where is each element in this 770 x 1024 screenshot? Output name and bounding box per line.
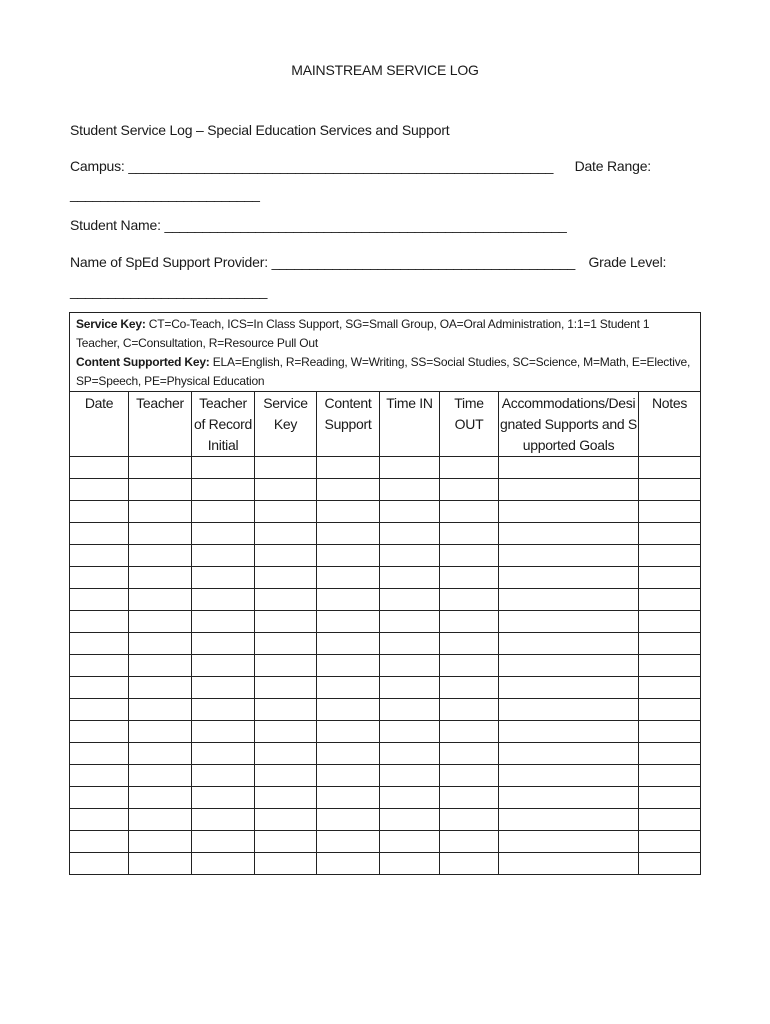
table-cell[interactable] (639, 721, 701, 743)
table-cell[interactable] (499, 743, 639, 765)
table-cell[interactable] (255, 743, 317, 765)
table-cell[interactable] (192, 611, 255, 633)
table-cell[interactable] (317, 765, 380, 787)
table-cell[interactable] (192, 655, 255, 677)
table-cell[interactable] (70, 523, 129, 545)
col-header-time-out: Time OUT (440, 392, 499, 457)
table-cell[interactable] (380, 633, 440, 655)
table-cell[interactable] (499, 611, 639, 633)
table-cell[interactable] (317, 721, 380, 743)
table-cell[interactable] (70, 567, 129, 589)
table-cell[interactable] (317, 567, 380, 589)
table-cell[interactable] (639, 655, 701, 677)
table-cell[interactable] (70, 655, 129, 677)
content-key-label: Content Supported Key: (76, 355, 210, 369)
table-cell[interactable] (255, 545, 317, 567)
table-cell[interactable] (380, 743, 440, 765)
table-cell[interactable] (129, 677, 192, 699)
student-name-line (70, 217, 567, 233)
provider-line (70, 254, 666, 270)
table-cell[interactable] (129, 765, 192, 787)
table-cell[interactable] (129, 699, 192, 721)
table-cell[interactable] (317, 501, 380, 523)
table-cell[interactable] (192, 853, 255, 875)
table-cell[interactable] (192, 743, 255, 765)
col-header-teacher: Teacher (129, 392, 192, 457)
table-cell[interactable] (499, 567, 639, 589)
table-cell[interactable] (639, 457, 701, 479)
table-cell[interactable] (70, 545, 129, 567)
table-cell[interactable] (639, 809, 701, 831)
table-cell[interactable] (639, 743, 701, 765)
table-cell[interactable] (255, 787, 317, 809)
table-row (70, 633, 701, 655)
table-cell[interactable] (380, 831, 440, 853)
table-cell[interactable] (317, 677, 380, 699)
table-cell[interactable] (499, 633, 639, 655)
student-name-label: Student Name: (70, 217, 161, 233)
table-cell[interactable] (129, 633, 192, 655)
table-cell[interactable] (380, 545, 440, 567)
service-key-label: Service Key: (76, 317, 146, 331)
table-cell[interactable] (192, 589, 255, 611)
table-cell[interactable] (639, 589, 701, 611)
table-cell[interactable] (317, 633, 380, 655)
table-cell[interactable] (255, 611, 317, 633)
table-cell[interactable] (499, 787, 639, 809)
table-row (70, 853, 701, 875)
table-cell[interactable] (129, 655, 192, 677)
table-cell[interactable] (192, 831, 255, 853)
table-cell[interactable] (317, 743, 380, 765)
table-cell[interactable] (129, 545, 192, 567)
table-cell[interactable] (440, 743, 499, 765)
content-key-text: ELA=English, R=Reading, W=Writing, SS=Social Studies, SC=Science, M=Math, E=Elective, SP=Speech, PE=Physical Education (76, 355, 691, 388)
table-cell[interactable] (255, 501, 317, 523)
table-cell[interactable] (192, 479, 255, 501)
table-cell[interactable] (639, 853, 701, 875)
table-cell[interactable] (192, 457, 255, 479)
table-cell[interactable] (639, 787, 701, 809)
table-cell[interactable] (255, 457, 317, 479)
table-cell[interactable] (639, 567, 701, 589)
table-cell[interactable] (70, 765, 129, 787)
table-cell[interactable] (440, 457, 499, 479)
table-cell[interactable] (639, 501, 701, 523)
table-cell[interactable] (317, 809, 380, 831)
table-cell[interactable] (129, 721, 192, 743)
date-range-field[interactable]: _________________________ (70, 186, 260, 202)
table-cell[interactable] (317, 853, 380, 875)
table-cell[interactable] (317, 699, 380, 721)
table-row (70, 809, 701, 831)
table-cell[interactable] (639, 677, 701, 699)
table-cell[interactable] (440, 479, 499, 501)
table-cell[interactable] (440, 545, 499, 567)
table-cell[interactable] (317, 655, 380, 677)
table-row (70, 479, 701, 501)
table-cell[interactable] (70, 853, 129, 875)
table-cell[interactable] (440, 501, 499, 523)
grade-level-label: Grade Level: (588, 254, 667, 270)
table-cell[interactable] (639, 523, 701, 545)
table-cell[interactable] (380, 611, 440, 633)
table-cell[interactable] (380, 457, 440, 479)
table-cell[interactable] (639, 611, 701, 633)
table-cell[interactable] (639, 545, 701, 567)
table-cell[interactable] (380, 523, 440, 545)
table-cell[interactable] (440, 853, 499, 875)
table-row (70, 501, 701, 523)
table-cell[interactable] (192, 523, 255, 545)
table-cell[interactable] (70, 589, 129, 611)
grade-level-field[interactable]: __________________________ (70, 283, 268, 299)
table-cell[interactable] (317, 831, 380, 853)
table-cell[interactable] (499, 501, 639, 523)
table-cell[interactable] (317, 523, 380, 545)
key-legend (70, 313, 701, 392)
table-cell[interactable] (317, 787, 380, 809)
table-cell[interactable] (499, 479, 639, 501)
table-cell[interactable] (255, 523, 317, 545)
table-cell[interactable] (317, 611, 380, 633)
table-cell[interactable] (440, 655, 499, 677)
table-cell[interactable] (317, 589, 380, 611)
table-row (70, 545, 701, 567)
table-cell[interactable] (440, 831, 499, 853)
table-row (70, 523, 701, 545)
table-cell[interactable] (499, 677, 639, 699)
table-cell[interactable] (255, 655, 317, 677)
table-cell[interactable] (192, 501, 255, 523)
col-header-notes: Notes (639, 392, 701, 457)
table-cell[interactable] (70, 479, 129, 501)
provider-field[interactable]: ________________________________________ (271, 254, 576, 270)
table-cell[interactable] (499, 721, 639, 743)
table-cell[interactable] (70, 611, 129, 633)
col-header-accommodations: Accommodations/Designated Supports and Supported Goals (499, 392, 639, 457)
table-cell[interactable] (70, 677, 129, 699)
table-cell[interactable] (317, 457, 380, 479)
col-header-date: Date (70, 392, 129, 457)
table-cell[interactable] (70, 743, 129, 765)
table-cell[interactable] (639, 633, 701, 655)
table-cell[interactable] (380, 501, 440, 523)
table-cell[interactable] (440, 765, 499, 787)
table-cell[interactable] (129, 831, 192, 853)
table-cell[interactable] (192, 567, 255, 589)
table-cell[interactable] (380, 765, 440, 787)
table-cell[interactable] (129, 501, 192, 523)
table-cell[interactable] (70, 721, 129, 743)
table-row (70, 699, 701, 721)
table-cell[interactable] (70, 457, 129, 479)
service-key-text: CT=Co-Teach, ICS=In Class Support, SG=Small Group, OA=Oral Administration, 1:1=1 Student 1 Teacher, C=Consultation, R=Resource Pull Out (76, 317, 650, 350)
table-cell[interactable] (129, 853, 192, 875)
table-cell[interactable] (499, 589, 639, 611)
log-rows (70, 457, 701, 875)
table-cell[interactable] (70, 787, 129, 809)
table-cell[interactable] (499, 655, 639, 677)
table-cell[interactable] (192, 633, 255, 655)
table-cell[interactable] (255, 699, 317, 721)
table-cell[interactable] (380, 787, 440, 809)
service-key (76, 315, 694, 353)
table-cell[interactable] (499, 765, 639, 787)
campus-line (70, 158, 651, 174)
table-cell[interactable] (380, 567, 440, 589)
content-key (76, 353, 694, 391)
table-cell[interactable] (129, 787, 192, 809)
col-header-teacher-of-record: Teacher of Record Initial (192, 392, 255, 457)
campus-label: Campus: (70, 158, 125, 174)
table-cell[interactable] (317, 479, 380, 501)
table-cell[interactable] (380, 853, 440, 875)
table-cell[interactable] (70, 809, 129, 831)
table-cell[interactable] (192, 699, 255, 721)
table-cell[interactable] (255, 853, 317, 875)
table-cell[interactable] (192, 721, 255, 743)
table-cell[interactable] (499, 545, 639, 567)
table-row (70, 611, 701, 633)
table-cell[interactable] (70, 633, 129, 655)
table-cell[interactable] (129, 457, 192, 479)
table-cell[interactable] (380, 721, 440, 743)
table-cell[interactable] (440, 677, 499, 699)
table-cell[interactable] (129, 479, 192, 501)
student-name-field[interactable]: _____________________________________________________ (164, 217, 567, 233)
table-cell[interactable] (255, 567, 317, 589)
provider-label: Name of SpEd Support Provider: (70, 254, 268, 270)
table-cell[interactable] (440, 787, 499, 809)
table-cell[interactable] (499, 809, 639, 831)
table-cell[interactable] (192, 545, 255, 567)
table-cell[interactable] (380, 479, 440, 501)
table-cell[interactable] (129, 567, 192, 589)
table-cell[interactable] (255, 677, 317, 699)
table-cell[interactable] (440, 699, 499, 721)
subtitle: Student Service Log – Special Education Services and Support (70, 122, 450, 138)
table-cell[interactable] (70, 699, 129, 721)
table-cell[interactable] (192, 787, 255, 809)
table-cell[interactable] (192, 677, 255, 699)
table-cell[interactable] (440, 721, 499, 743)
table-cell[interactable] (499, 699, 639, 721)
table-row (70, 567, 701, 589)
table-cell[interactable] (380, 589, 440, 611)
date-range-label: Date Range: (574, 158, 651, 174)
table-cell[interactable] (639, 479, 701, 501)
table-cell[interactable] (255, 809, 317, 831)
table-row (70, 457, 701, 479)
table-row (70, 743, 701, 765)
table-cell[interactable] (440, 611, 499, 633)
table-cell[interactable] (70, 501, 129, 523)
table-row (70, 677, 701, 699)
table-cell[interactable] (440, 589, 499, 611)
table-cell[interactable] (499, 457, 639, 479)
table-cell[interactable] (70, 831, 129, 853)
table-row (70, 589, 701, 611)
table-cell[interactable] (129, 809, 192, 831)
service-log-table (69, 312, 701, 875)
table-cell[interactable] (255, 479, 317, 501)
table-cell[interactable] (255, 589, 317, 611)
table-cell[interactable] (129, 589, 192, 611)
table-cell[interactable] (255, 721, 317, 743)
table-cell[interactable] (440, 523, 499, 545)
table-cell[interactable] (380, 809, 440, 831)
table-cell[interactable] (639, 831, 701, 853)
table-cell[interactable] (499, 831, 639, 853)
table-cell[interactable] (255, 765, 317, 787)
table-row (70, 787, 701, 809)
table-cell[interactable] (192, 765, 255, 787)
table-cell[interactable] (639, 765, 701, 787)
table-cell[interactable] (380, 677, 440, 699)
table-row (70, 765, 701, 787)
table-cell[interactable] (499, 853, 639, 875)
table-cell[interactable] (440, 567, 499, 589)
table-cell[interactable] (440, 809, 499, 831)
table-cell[interactable] (639, 699, 701, 721)
col-header-service-key: Service Key (255, 392, 317, 457)
table-cell[interactable] (380, 699, 440, 721)
table-cell[interactable] (499, 523, 639, 545)
table-cell[interactable] (129, 611, 192, 633)
col-header-content-support: Content Support (317, 392, 380, 457)
table-cell[interactable] (192, 809, 255, 831)
table-cell[interactable] (380, 655, 440, 677)
table-row (70, 655, 701, 677)
table-cell[interactable] (317, 545, 380, 567)
col-header-time-in: Time IN (380, 392, 440, 457)
table-cell[interactable] (440, 633, 499, 655)
table-cell[interactable] (129, 523, 192, 545)
table-row (70, 721, 701, 743)
table-cell[interactable] (255, 831, 317, 853)
table-cell[interactable] (129, 743, 192, 765)
table-row (70, 831, 701, 853)
table-cell[interactable] (255, 633, 317, 655)
campus-field[interactable]: ________________________________________________________ (128, 158, 554, 174)
page-title: MAINSTREAM SERVICE LOG (291, 62, 479, 78)
